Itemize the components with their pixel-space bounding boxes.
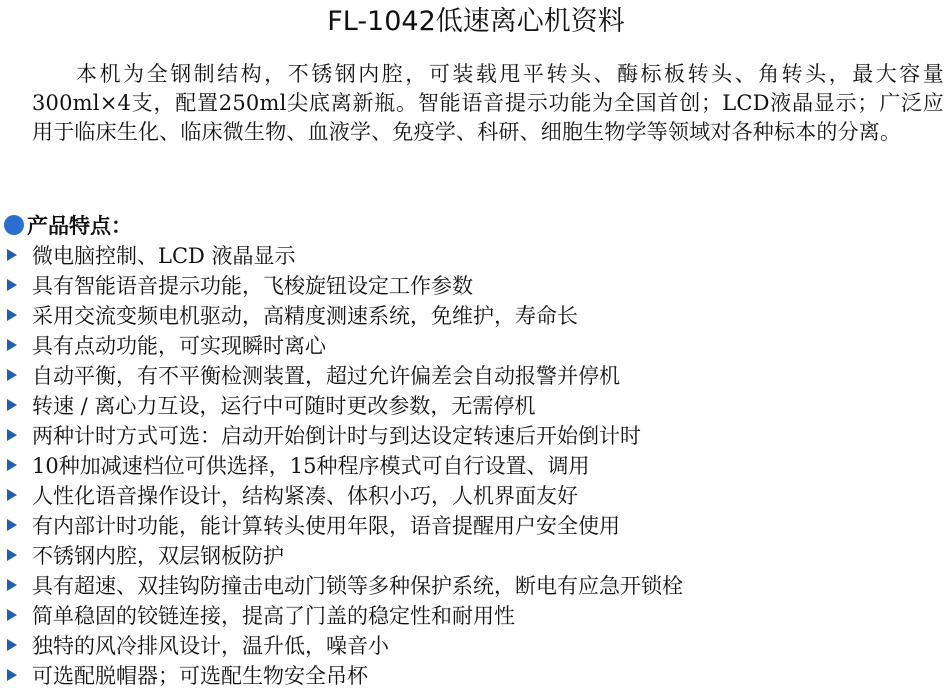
- circle-bullet-icon: [4, 215, 24, 235]
- feature-text: 独特的风冷排风设计，温升低，噪音小: [32, 634, 389, 658]
- feature-item: [4, 390, 944, 420]
- feature-text: 微电脑控制、LCD 液晶显示: [32, 244, 296, 268]
- triangle-bullet-icon: [7, 669, 17, 681]
- section-heading: [4, 210, 132, 240]
- triangle-bullet-icon: [7, 369, 17, 381]
- feature-text: 具有超速、双挂钩防撞击电动门锁等多种保护系统，断电有应急开锁栓: [32, 574, 683, 598]
- feature-list: [4, 240, 944, 690]
- feature-text: 不锈钢内腔，双层钢板防护: [32, 544, 284, 568]
- triangle-bullet-icon: [7, 339, 17, 351]
- feature-item: [4, 630, 944, 660]
- triangle-bullet-icon: [7, 579, 17, 591]
- feature-text: 可选配脱帽器；可选配生物安全吊杯: [32, 664, 368, 688]
- feature-item: [4, 600, 944, 630]
- triangle-bullet-icon: [7, 249, 17, 261]
- triangle-bullet-icon: [7, 429, 17, 441]
- feature-item: [4, 480, 944, 510]
- triangle-bullet-icon: [7, 549, 17, 561]
- feature-text: 有内部计时功能，能计算转头使用年限，语音提醒用户安全使用: [32, 514, 620, 538]
- feature-text: 10种加减速档位可供选择，15种程序模式可自行设置、调用: [32, 454, 590, 478]
- triangle-bullet-icon: [7, 279, 17, 291]
- feature-text: 具有点动功能，可实现瞬时离心: [32, 334, 326, 358]
- feature-item: [4, 450, 944, 480]
- feature-text: 采用交流变频电机驱动，高精度测速系统，免维护，寿命长: [32, 304, 578, 328]
- feature-text: 人性化语音操作设计，结构紧凑、体积小巧，人机界面友好: [32, 484, 578, 508]
- feature-item: [4, 420, 944, 450]
- triangle-bullet-icon: [7, 489, 17, 501]
- triangle-bullet-icon: [7, 459, 17, 471]
- triangle-bullet-icon: [7, 519, 17, 531]
- feature-item: [4, 510, 944, 540]
- triangle-bullet-icon: [7, 639, 17, 651]
- triangle-bullet-icon: [7, 309, 17, 321]
- section-heading-label: 产品特点：: [27, 213, 132, 238]
- document-title: FL-1042低速离心机资料: [327, 6, 625, 37]
- feature-text: 简单稳固的铰链连接，提高了门盖的稳定性和耐用性: [32, 604, 515, 628]
- feature-item: [4, 330, 944, 360]
- feature-text: 两种计时方式可选：启动开始倒计时与到达设定转速后开始倒计时: [32, 424, 641, 448]
- feature-item: [4, 540, 944, 570]
- intro-paragraph: 本机为全钢制结构，不锈钢内腔，可装载甩平转头、酶标板转头、角转头，最大容量300ml×4支，配置250ml尖底离新瓶。智能语音提示功能为全国首创；LCD液晶显示；广泛应用于临床生化、临床微生物、血液学、免疫学、科研、细胞生物学等领域对各种标本的分离。: [32, 62, 944, 144]
- feature-item: [4, 240, 944, 270]
- feature-item: [4, 270, 944, 300]
- feature-text: 转速 / 离心力互设，运行中可随时更改参数，无需停机: [32, 394, 536, 418]
- feature-item: [4, 570, 944, 600]
- feature-text: 自动平衡，有不平衡检测装置，超过允许偏差会自动报警并停机: [32, 364, 620, 388]
- triangle-bullet-icon: [7, 609, 17, 621]
- feature-item: [4, 360, 944, 390]
- feature-item: [4, 300, 944, 330]
- feature-text: 具有智能语音提示功能，飞梭旋钮设定工作参数: [32, 274, 473, 298]
- feature-item: [4, 660, 944, 690]
- triangle-bullet-icon: [7, 399, 17, 411]
